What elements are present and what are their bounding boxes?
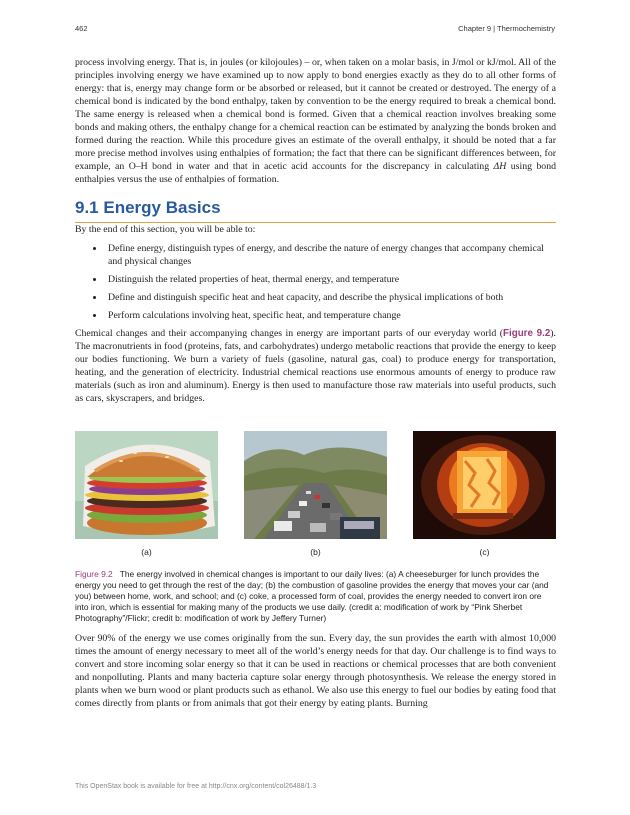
objective-item: • Perform calculations involving heat, specific heat, and temperature change — [105, 309, 556, 322]
objective-item: • Distinguish the related properties of heat, thermal energy, and temperature — [105, 273, 556, 286]
objectives-lead: By the end of this section, you will be able to: — [75, 224, 256, 235]
paragraph-energy-everyday: Chemical changes and their accompanying changes in energy are important parts of our everyday world (Figure 9.2). The macronutrients in food (proteins, fats, and carbohydrates) undergo metabolic reactions that provide the energy to keep our bodies functioning. We burn a variety of fuels (gasoline, natural gas, coal) to produce energy for transportation, heating, and the generation of electricity. Industrial chemical reactions use enormous amounts of energy to produce raw materials (such as iron and aluminum). Energy is then used to manufacture those raw materials into useful products, such as cars, skyscrapers, and bridges. — [75, 328, 556, 404]
figure-label: Figure 9.2 — [75, 569, 113, 579]
page-header — [75, 24, 555, 38]
section-title: 9.1 Energy Basics — [75, 198, 556, 223]
figure-caption: Figure 9.2 The energy involved in chemical changes is important to our daily lives: (a) A cheeseburger for lunch provides the energy you need to get through the rest of the day; (b) the combustion of gasoline provides the energy that moves your car (and you) between home, work, and school; and (c) coke, a processed form of coal, provides the energy needed to convert iron ore into iron, which is essential for making many of the products we use daily. (credit a: modification of work by “Pink Sherbet Photography”/Flickr; credit b: modification of work by Jeffery Turner) — [75, 569, 549, 623]
panel-label-b: (b) — [310, 547, 321, 557]
objective-item: • Define energy, distinguish types of energy, and describe the nature of energy changes that accompany chemical and physical changes — [105, 242, 556, 268]
paragraph-solar-energy: Over 90% of the energy we use comes originally from the sun. Every day, the sun provides the earth with almost 10,000 times the amount of energy necessary to meet all of the world’s energy needs for that day. Our challenge is to find ways to convert and store incoming solar energy so that it can be used in reactions or chemical processes that are both convenient and nonpolluting. Plants and many bacteria capture solar energy through photosynthesis. We release the energy stored in plants when we burn wood or plant products such as ethanol. We also use this energy to fuel our bodies by eating food that comes directly from plants or from animals that got their energy by eating plants. Burning — [75, 633, 556, 710]
highway-traffic-photo — [244, 431, 387, 539]
page-content — [75, 56, 556, 710]
figure-9-2-link[interactable]: Figure 9.2 — [503, 328, 551, 339]
page-number: 462 — [75, 24, 88, 33]
delta-h-symbol: ΔH — [493, 161, 507, 172]
panel-label-c: (c) — [479, 547, 490, 557]
cheeseburger-photo — [75, 431, 218, 539]
intro-paragraph: process involving energy. That is, in joules (or kilojoules) – or, when taken on a molar basis, in J/mol or kJ/mol. All of the principles involving energy we have examined up to now apply to bond energies exactly as they do to all other forms of energy: that is, energy may change form or be absorbed or released, but it cannot be created or destroyed. The energy of a chemical bond is indicated by the bond enthalpy, taken by convention to be the energy required to break a chemical bond. The same energy is released when a chemical bond is formed. Given that a chemical reaction involves breaking some bonds and making others, the enthalpy change for a chemical reaction can be estimated by analyzing the bonds broken and formed during the reaction. While this procedure gives an estimate of the overall enthalpy, it should be noted that a far more precise method involves using enthalpies of formation; the fact that there can be significant differences between, for example, an O–H bond in water and that in acetic acid accounts for the discrepancy in calculating ΔH using bond enthalpies versus the use of enthalpies of formation. — [75, 57, 557, 185]
learning-objectives — [75, 242, 556, 322]
panel-label-a: (a) — [141, 547, 152, 557]
chapter-title: Chapter 9 | Thermochemistry — [458, 24, 555, 33]
page-footer: This OpenStax book is available for free at http://cnx.org/content/col26488/1.3 — [75, 783, 317, 790]
objective-item: • Define and distinguish specific heat and heat capacity, and describe the physical implications of both — [105, 291, 556, 304]
coke-furnace-photo — [413, 431, 556, 539]
figure-9-2 — [75, 431, 556, 563]
